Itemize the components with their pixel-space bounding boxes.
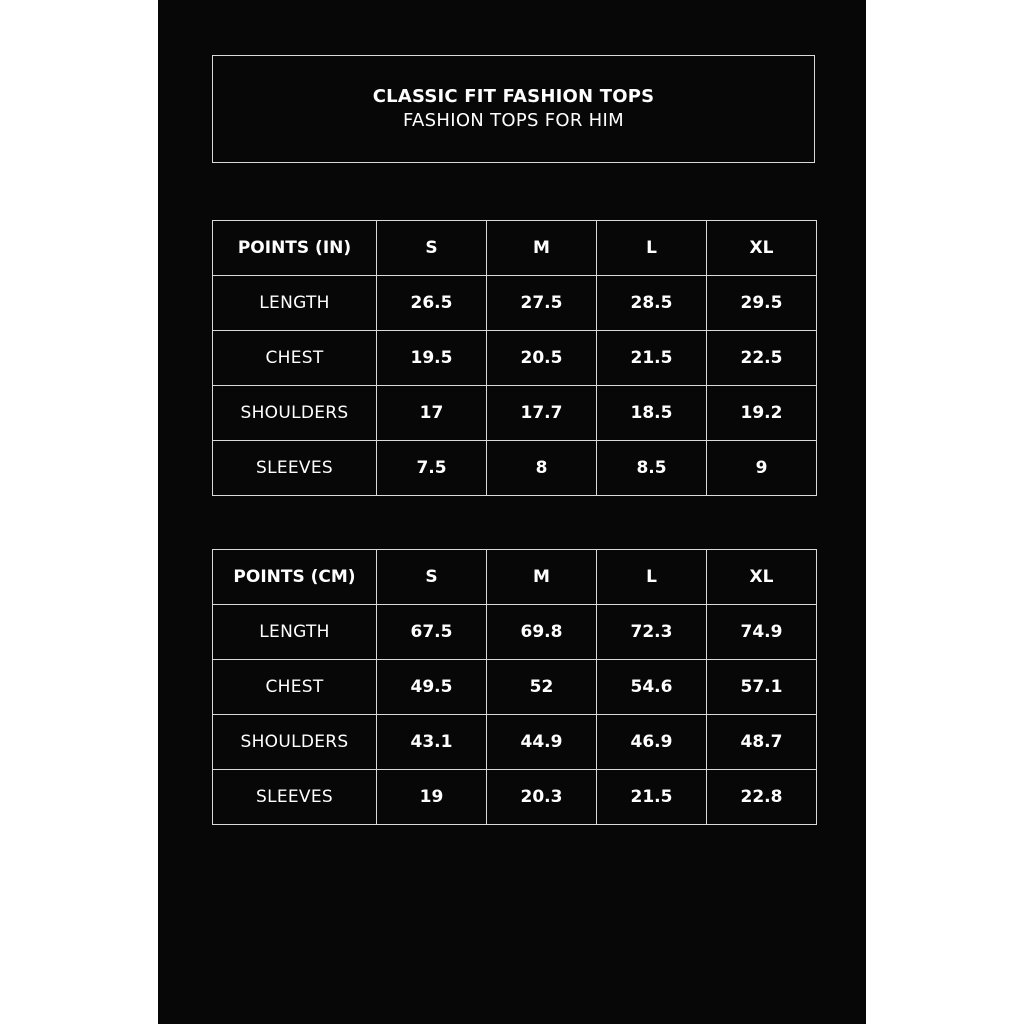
table-cell: 21.5	[597, 770, 707, 825]
size-header-s: S	[377, 221, 487, 276]
size-header-l: L	[597, 550, 707, 605]
table-cell: 27.5	[487, 276, 597, 331]
size-header-xl: XL	[707, 221, 817, 276]
size-header-m: M	[487, 550, 597, 605]
table-cell: 22.8	[707, 770, 817, 825]
table-row	[213, 441, 817, 496]
table-cell: 48.7	[707, 715, 817, 770]
table-row	[213, 605, 817, 660]
table-cell: 20.3	[487, 770, 597, 825]
table-cell: 19.5	[377, 331, 487, 386]
table-cell: 19.2	[707, 386, 817, 441]
table-cell: 18.5	[597, 386, 707, 441]
table-cell: 21.5	[597, 331, 707, 386]
table-cell: 43.1	[377, 715, 487, 770]
table-cell: 17	[377, 386, 487, 441]
table-cell: 17.7	[487, 386, 597, 441]
table-cell: 19	[377, 770, 487, 825]
table-cell: 49.5	[377, 660, 487, 715]
table-cell: 67.5	[377, 605, 487, 660]
table-cell: 22.5	[707, 331, 817, 386]
table-cell: 20.5	[487, 331, 597, 386]
table-cell: 54.6	[597, 660, 707, 715]
size-header-m: M	[487, 221, 597, 276]
row-label: LENGTH	[213, 605, 377, 660]
row-label: LENGTH	[213, 276, 377, 331]
chart-title: CLASSIC FIT FASHION TOPS	[372, 86, 655, 107]
table-row	[213, 331, 817, 386]
size-header-xl: XL	[707, 550, 817, 605]
table-row	[213, 276, 817, 331]
title-box	[212, 55, 815, 163]
size-header-l: L	[597, 221, 707, 276]
points-header: POINTS (IN)	[213, 221, 377, 276]
table-cell: 72.3	[597, 605, 707, 660]
size-table-inches	[212, 220, 817, 496]
table-header-row	[213, 221, 817, 276]
row-label: CHEST	[213, 331, 377, 386]
chart-subtitle: FASHION TOPS FOR HIM	[403, 110, 624, 131]
table-row	[213, 386, 817, 441]
table-cell: 44.9	[487, 715, 597, 770]
table-row	[213, 715, 817, 770]
table-row	[213, 660, 817, 715]
table-row	[213, 770, 817, 825]
row-label: SHOULDERS	[213, 715, 377, 770]
size-table-centimeters	[212, 549, 817, 825]
table-cell: 46.9	[597, 715, 707, 770]
table-cell: 69.8	[487, 605, 597, 660]
table-cell: 8.5	[597, 441, 707, 496]
row-label: SLEEVES	[213, 441, 377, 496]
table-cell: 57.1	[707, 660, 817, 715]
row-label: SHOULDERS	[213, 386, 377, 441]
table-cell: 52	[487, 660, 597, 715]
table-cell: 7.5	[377, 441, 487, 496]
table-cell: 29.5	[707, 276, 817, 331]
points-header: POINTS (CM)	[213, 550, 377, 605]
table-cell: 26.5	[377, 276, 487, 331]
size-header-s: S	[377, 550, 487, 605]
table-header-row	[213, 550, 817, 605]
table-cell: 8	[487, 441, 597, 496]
table-cell: 28.5	[597, 276, 707, 331]
row-label: CHEST	[213, 660, 377, 715]
row-label: SLEEVES	[213, 770, 377, 825]
table-cell: 9	[707, 441, 817, 496]
table-cell: 74.9	[707, 605, 817, 660]
